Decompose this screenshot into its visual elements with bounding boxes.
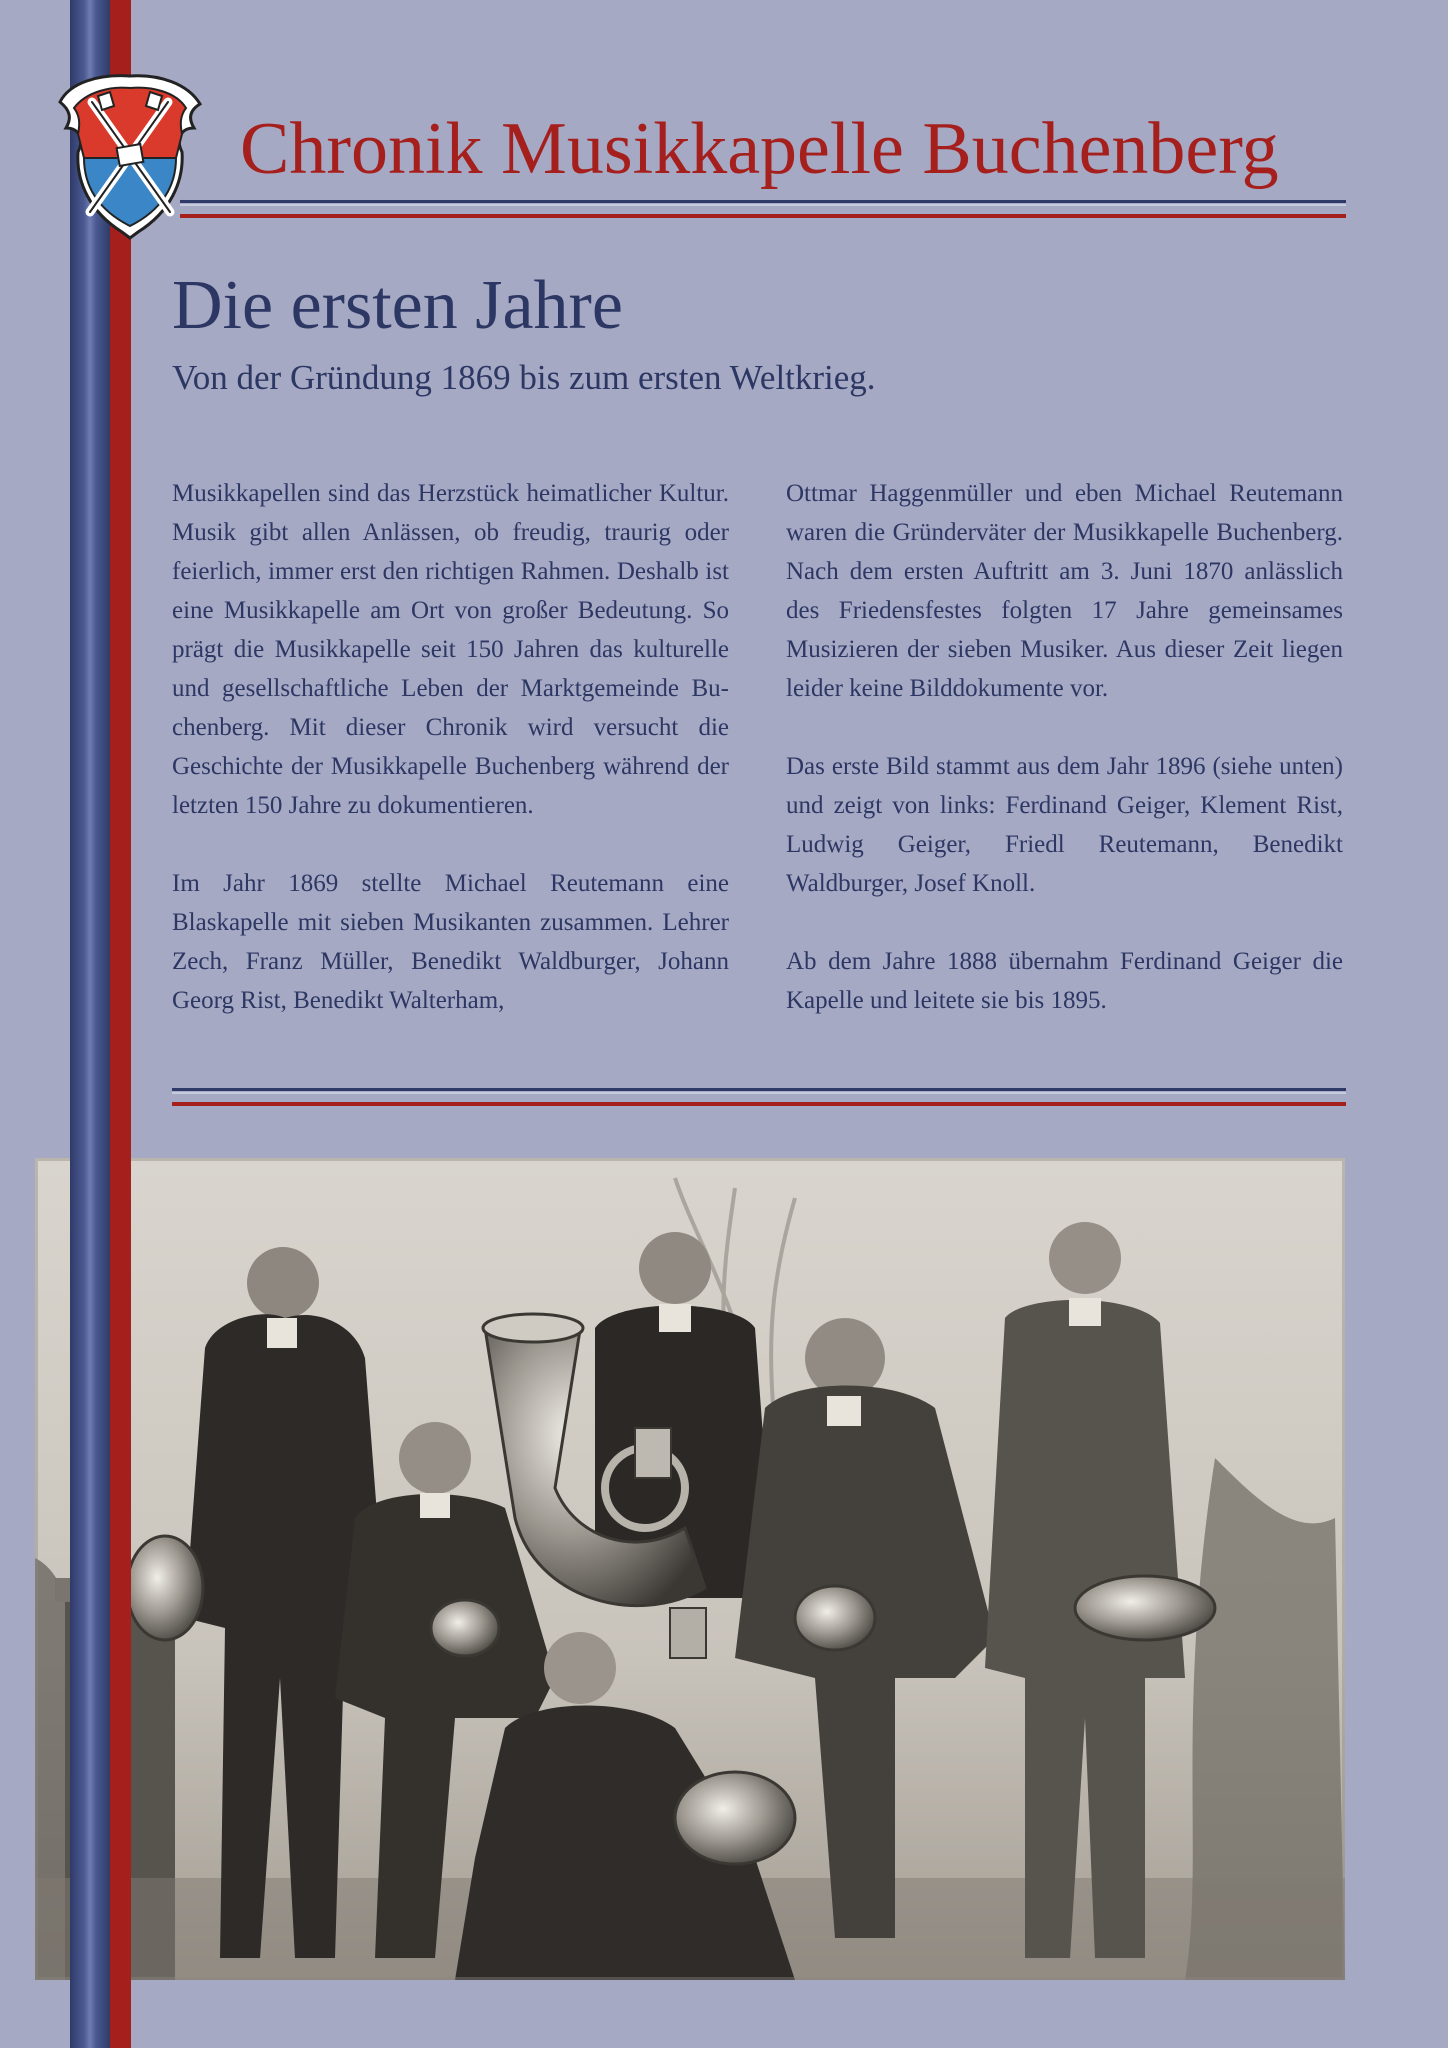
right-text-column [786,474,1343,1059]
left-text-column [172,474,729,1059]
text-rule-red [172,1102,1346,1106]
left-red-stripe [110,0,131,2048]
coat-of-arms-icon [30,62,210,242]
paragraph: Das erste Bild stammt aus dem Jahr 1896 (siehe unten) und zeigt von links: Ferdinand Geiger, Klement Rist, Ludwig Geiger, Friedl Reutemann, Benedikt Waldburger, Josef Knoll. [786,753,1343,897]
section-heading: Die ersten Jahre [172,267,623,344]
page-title: Chronik Musikkapelle Buchenberg [240,108,1279,190]
title-rule-blue [180,200,1346,203]
paragraph: Im Jahr 1869 stellte Michael Reutemann eine Blaskapelle mit sieben Musikanten zusammen. Lehrer Zech, Franz Müller, Benedikt Waldburger, Johann Georg Rist, Benedikt Walterham, [172,870,729,1014]
section-subheading: Von der Gründung 1869 bis zum ersten Weltkrieg. [172,358,876,397]
paragraph: Musikkapellen sind das Herzstück heimatlicher Kultur. Musik gibt allen Anlässen, ob freudig, traurig oder feierlich, immer erst den richtigen Rahmen. Deshalb ist eine Musikkapelle am Ort von großer Bedeutung. So prägt die Musikkapelle seit 150 Jahren das kulturelle und gesellschaftliche Leben der Marktgemeinde Buchenberg. Mit dieser Chronik wird versucht die Geschichte der Musikkapelle Buchenberg während der letzten 150 Jahre zu dokumentieren. [172,480,729,819]
text-rule-light [172,1092,1346,1094]
left-blue-stripe [70,0,110,2048]
title-rule-red [180,214,1346,218]
paragraph: Ab dem Jahre 1888 übernahm Ferdinand Geiger die Kapelle und leitete sie bis 1895. [786,948,1343,1014]
historic-band-photo [35,1158,1345,1980]
title-rule-light [180,204,1346,206]
paragraph: Ottmar Haggenmüller und eben Michael Reutemann waren die Gründerväter der Musikkapelle Buchenberg. Nach dem ersten Auftritt am 3. Juni 1870 anlässlich des Friedensfestes folgten 17 Jahre gemeinsames Musizieren der sieben Musiker. Aus dieser Zeit liegen leider keine Bilddokumente vor. [786,480,1343,702]
text-rule-blue [172,1088,1346,1091]
